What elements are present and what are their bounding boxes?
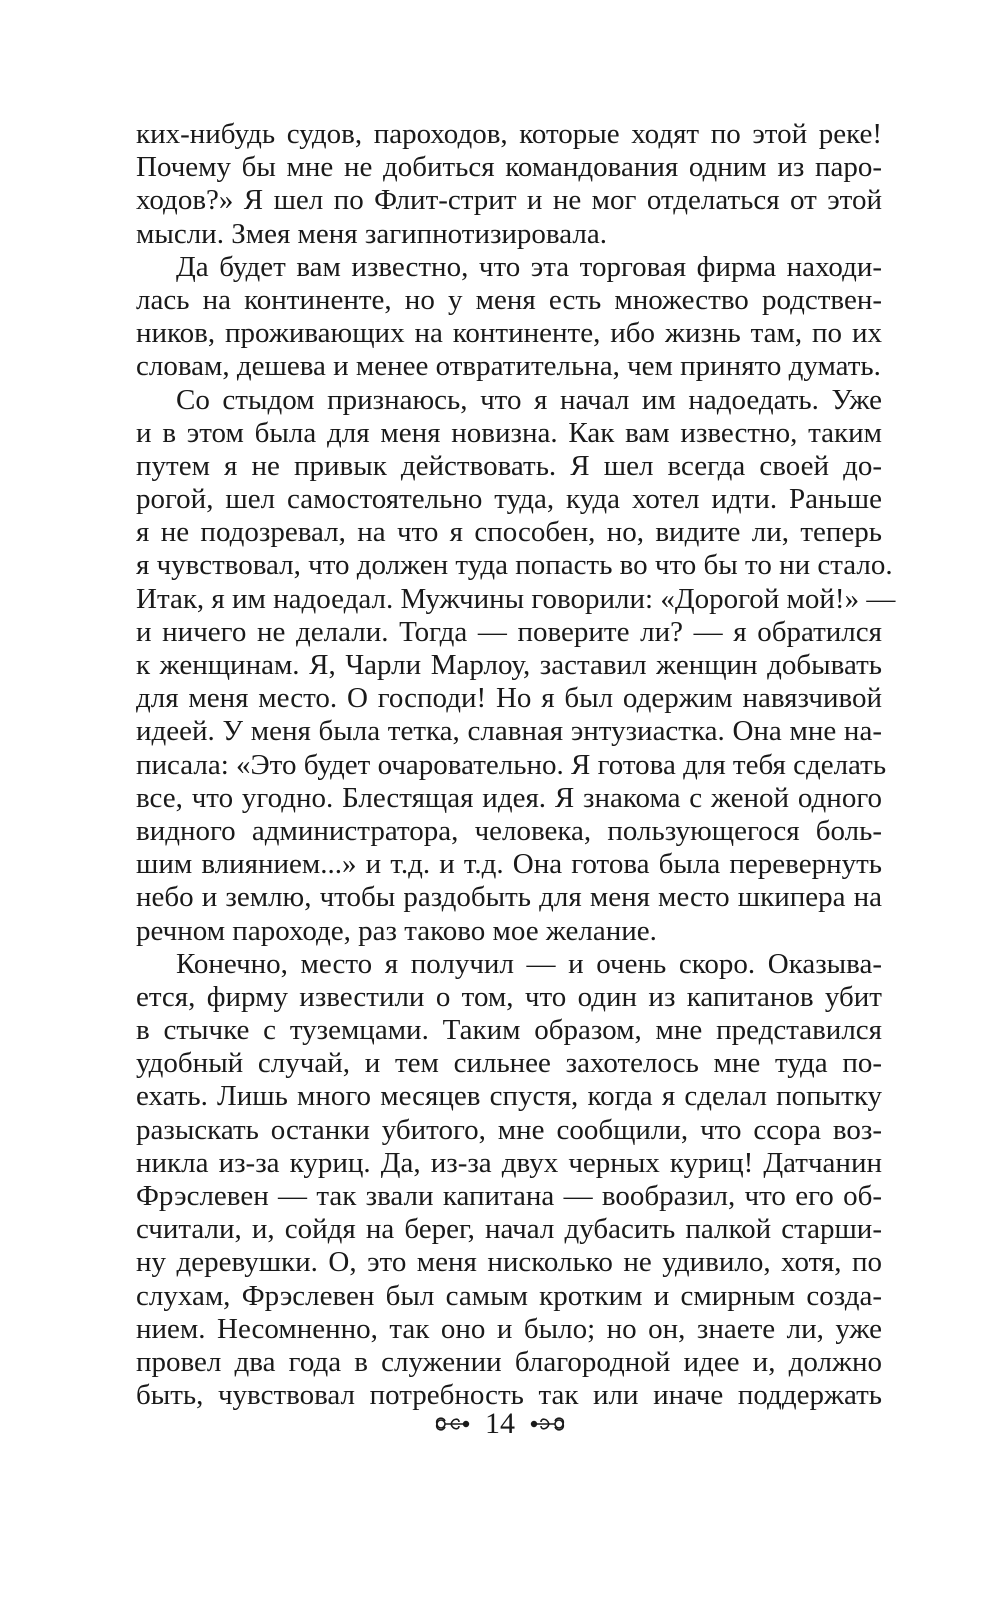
text-line: я не подозревал, на что я способен, но, видите ли, теперь: [136, 516, 882, 549]
body-text: [136, 118, 896, 1412]
text-line: и ничего не делали. Тогда — поверите ли? — я обратился: [136, 615, 882, 648]
text-line: никла из-за куриц. Да, из-за двух черных куриц! Датчанин: [136, 1146, 882, 1179]
text-line: разыскать останки убитого, мне сообщили, что ссора воз-: [136, 1113, 882, 1146]
text-line: ется, фирму известили о том, что один из капитанов убит: [136, 980, 882, 1013]
text-line: и в этом была для меня новизна. Как вам известно, таким: [136, 416, 882, 449]
text-line: ехать. Лишь много месяцев спустя, когда я сделал попытку: [136, 1080, 882, 1113]
text-line: Фрэслевен — так звали капитана — вообразил, что его об-: [136, 1180, 882, 1212]
text-line: писала: «Это будет очаровательно. Я готова для тебя сделать: [136, 748, 887, 781]
text-line: ходов?» Я шел по Флит-стрит и не мог отделаться от этой: [136, 184, 882, 217]
text-line: провел два года в служении благородной идее и, должно: [136, 1345, 882, 1378]
page-number: 14: [485, 1407, 515, 1440]
text-line: речном пароходе, раз таково мое желание.: [136, 914, 657, 947]
text-line: Почему бы мне не добиться командования одним из паро-: [136, 151, 882, 184]
text-line: Да будет вам известно, что эта торговая фирма находи-: [176, 250, 882, 283]
text-line: путем я не привык действовать. Я шел всегда своей до-: [136, 449, 882, 482]
text-line: быть, чувствовал потребность так или иначе поддержать: [136, 1379, 882, 1412]
text-line: Итак, я им надоедал. Мужчины говорили: «Дорогой мой!» —: [136, 582, 896, 615]
text-line: Конечно, место я получил — и очень скоро. Оказыва-: [176, 947, 882, 980]
right-ornament-icon: [529, 1413, 567, 1435]
text-line: я чувствовал, что должен туда попасть во что бы то ни стало.: [136, 549, 893, 582]
text-line: ну деревушки. О, это меня нисколько не удивило, хотя, по: [136, 1246, 882, 1279]
text-line: небо и землю, чтобы раздобыть для меня место шкипера на: [136, 881, 882, 914]
left-ornament-icon: [433, 1413, 471, 1435]
text-line: к женщинам. Я, Чарли Марлоу, заставил женщин добывать: [136, 649, 882, 681]
text-line: считали, и, сойдя на берег, начал дубасить палкой старши-: [136, 1213, 882, 1246]
text-line: видного администратора, человека, пользующегося боль-: [136, 814, 882, 847]
text-line: мысли. Змея меня загипнотизировала.: [136, 217, 607, 250]
text-line: идеей. У меня была тетка, славная энтузиастка. Она мне на-: [136, 715, 882, 748]
text-line: словам, дешева и менее отвратительна, чем принято думать.: [136, 350, 881, 383]
text-line: для меня место. О господи! Но я был одержим навязчивой: [136, 682, 882, 715]
text-line: ких-нибудь судов, пароходов, которые ходят по этой реке!: [136, 118, 882, 150]
text-line: все, что угодно. Блестящая идея. Я знакома с женой одного: [136, 781, 882, 814]
text-line: лась на континенте, но у меня есть множество родствен-: [136, 283, 882, 316]
text-line: шим влиянием...» и т.д. и т.д. Она готова была перевернуть: [136, 848, 882, 881]
text-line: нием. Несомненно, так оно и было; но он, знаете ли, уже: [136, 1312, 882, 1345]
text-line: удобный случай, и тем сильнее захотелось мне туда по-: [136, 1047, 882, 1080]
page-footer: [0, 1404, 1000, 1444]
text-line: слухам, Фрэслевен был самым кротким и смирным созда-: [136, 1279, 882, 1312]
text-line: рогой, шел самостоятельно туда, куда хотел идти. Раньше: [136, 483, 882, 516]
text-line: в стычке с туземцами. Таким образом, мне представился: [136, 1014, 882, 1047]
text-line: Со стыдом признаюсь, что я начал им надоедать. Уже: [176, 383, 882, 416]
text-line: ников, проживающих на континенте, ибо жизнь там, по их: [136, 317, 882, 350]
